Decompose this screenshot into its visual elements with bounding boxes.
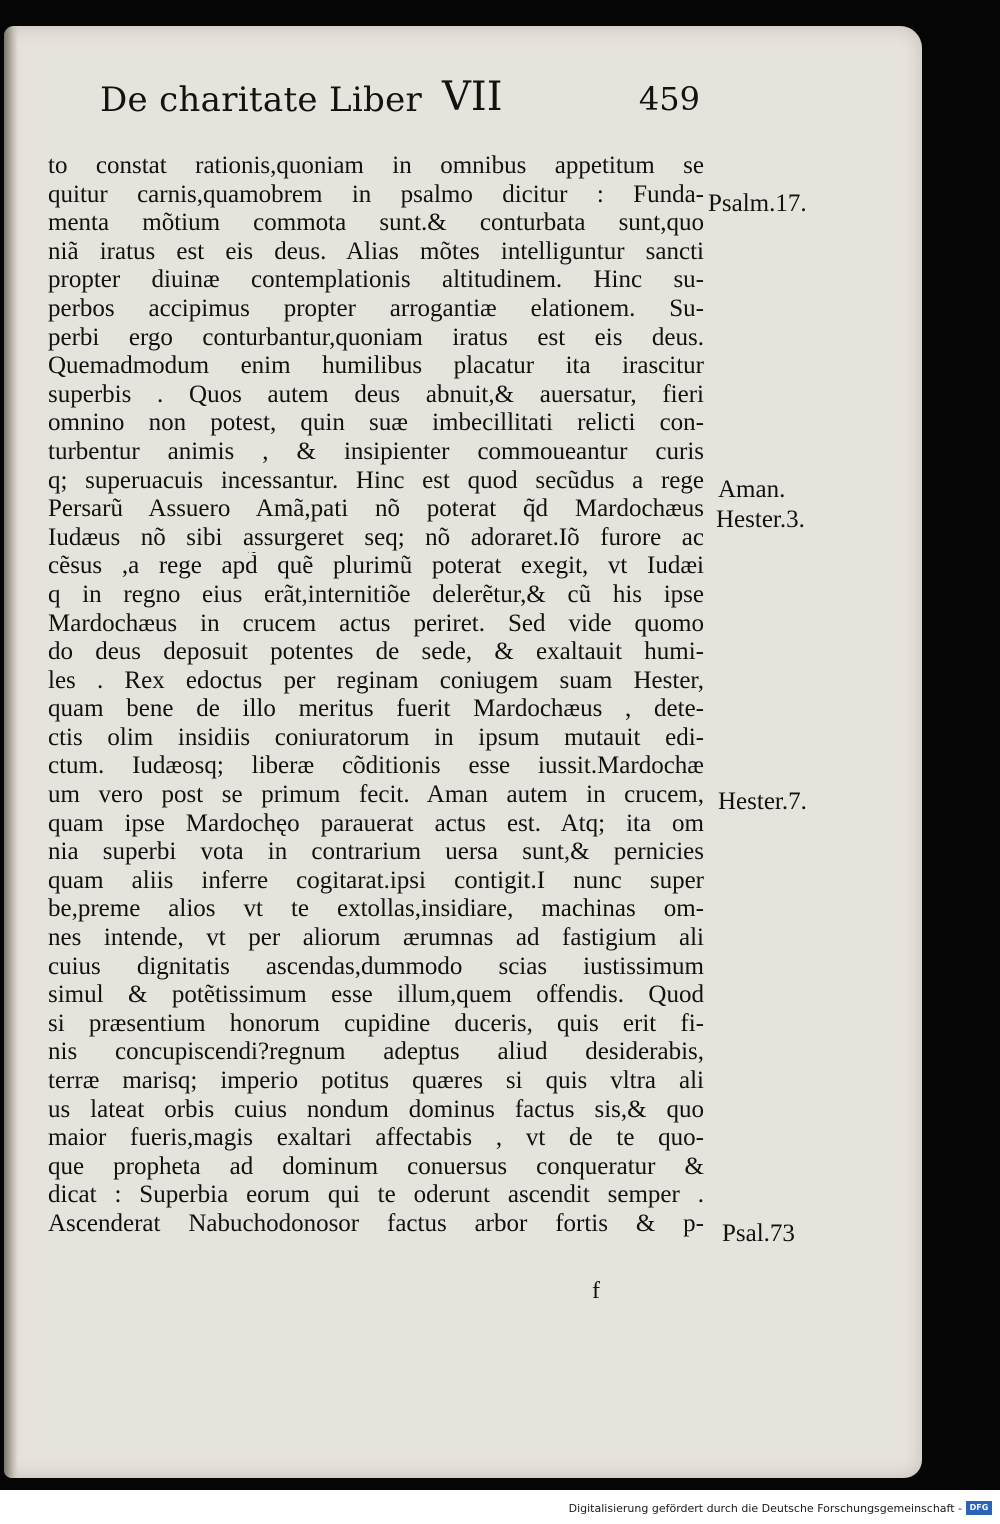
text-line: nis concupiscendi?regnum adeptus aliud desiderabis, [48,1038,704,1066]
text-line: omnino non potest, quin suæ imbecillitati relicti con- [48,409,704,437]
marginal-note-hester-3: Hester.3. [716,506,805,533]
text-line: Mardochæus in crucem actus periret. Sed vide quomo [48,609,704,637]
marginal-note-hester-7: Hester.7. [718,788,807,815]
text-line: simul & potẽtissimum esse illum,quem offendis. Quod [48,981,704,1009]
footer-strip [0,1490,1000,1524]
text-line: dicat : Superbia eorum qui te oderunt ascendit semper . [48,1181,704,1209]
text-line: quitur carnis,quamobrem in psalmo dicitur : Funda- [48,180,704,208]
text-line: ctis olim insidiis coniuratorum in ipsum mutauit edi- [48,723,704,751]
text-line: propter diuinæ contemplationis altitudinem. Hinc su- [48,266,704,294]
text-line: maior fueris,magis exaltari affectabis , vt de te quo- [48,1124,704,1152]
running-head-title: De charitate Liber [100,80,423,120]
text-line: menta mõtium commota sunt.& conturbata sunt,quo [48,209,704,237]
text-line: perbi ergo conturbantur,quoniam iratus est eis deus. [48,323,704,351]
marginal-note-psal-73: Psal.73 [722,1220,795,1247]
text-line: nes intende, vt per aliorum ærumnas ad fastigium ali [48,924,704,952]
page-number: 459 [638,80,700,118]
dfg-logo: DFG [966,1501,992,1515]
text-line: que propheta ad dominum conuersus conqueratur & [48,1152,704,1180]
text-line: quam bene de illo meritus fuerit Mardochæus , dete- [48,695,704,723]
text-line: si præsentium honorum cupidine duceris, quis erit fi- [48,1009,704,1037]
text-line: um vero post se primum fecit. Aman autem in crucem, [48,781,704,809]
running-head-book-number: VII [442,74,503,120]
text-line: Iudæus nõ sibi assurgeret seq; nõ adoraret.Iõ furore ac [48,523,704,551]
text-line: Quemadmodum enim humilibus placatur ita irascitur [48,352,704,380]
text-line: superbis . Quos autem deus abnuit,& auersatur, fieri [48,380,704,408]
binding-gutter [4,26,18,1478]
text-line: Persarũ Assuero Amã,pati nõ poterat q̃d Mardochæus [48,495,704,523]
text-line: be,preme alios vt te extollas,insidiare, machinas om- [48,895,704,923]
text-line: Ascenderat Nabuchodonosor factus arbor fortis & p- [48,1209,704,1237]
marginal-note-psalm-17: Psalm.17. [708,190,807,217]
text-line: q in regno eius erãt,internitiõe delerẽtur,& cũ his ipse [48,580,704,608]
marginal-note-aman: Aman. [718,476,786,503]
funding-credit: Digitalisierung gefördert durch die Deutsche Forschungsgemeinschaft - [568,1502,962,1515]
running-head [100,74,700,134]
text-line: niã iratus est eis deus. Alias mõtes intelliguntur sancti [48,237,704,265]
signature-mark: f [592,1278,600,1304]
text-line: quam ipse Mardochęo parauerat actus est. Atq; ita om [48,809,704,837]
text-line: to constat rationis,quoniam in omnibus appetitum se [48,152,704,179]
text-line: q; superuacuis incessantur. Hinc est quod secũdus a rege [48,466,704,494]
text-line: les . Rex edoctus per reginam coniugem suam Hester, [48,666,704,694]
text-line: cẽsus ,a rege apd̃ quẽ plurimũ poterat exegit, vt Iudæi [48,552,704,580]
text-line: turbentur animis , & insipienter commoueantur curis [48,437,704,465]
text-line: do deus deposuit potentes de sede, & exaltauit humi- [48,638,704,666]
text-line: ctum. Iudæosq; liberæ cõditionis esse iussit.Mardochæ [48,752,704,780]
main-text-block [48,152,704,1239]
text-line: us lateat orbis cuius nondum dominus factus sis,& quo [48,1095,704,1123]
text-line: terræ marisq; imperio potitus quæres si quis vltra ali [48,1067,704,1094]
text-line: perbos accipimus propter arrogantiæ elationem. Su- [48,294,704,322]
text-line: cuius dignitatis ascendas,dummodo scias iustissimum [48,952,704,980]
text-line: quam aliis inferre cogitarat.ipsi contigit.I nunc super [48,866,704,894]
text-line: nia superbi vota in contrarium uersa sunt,& pernicies [48,838,704,866]
